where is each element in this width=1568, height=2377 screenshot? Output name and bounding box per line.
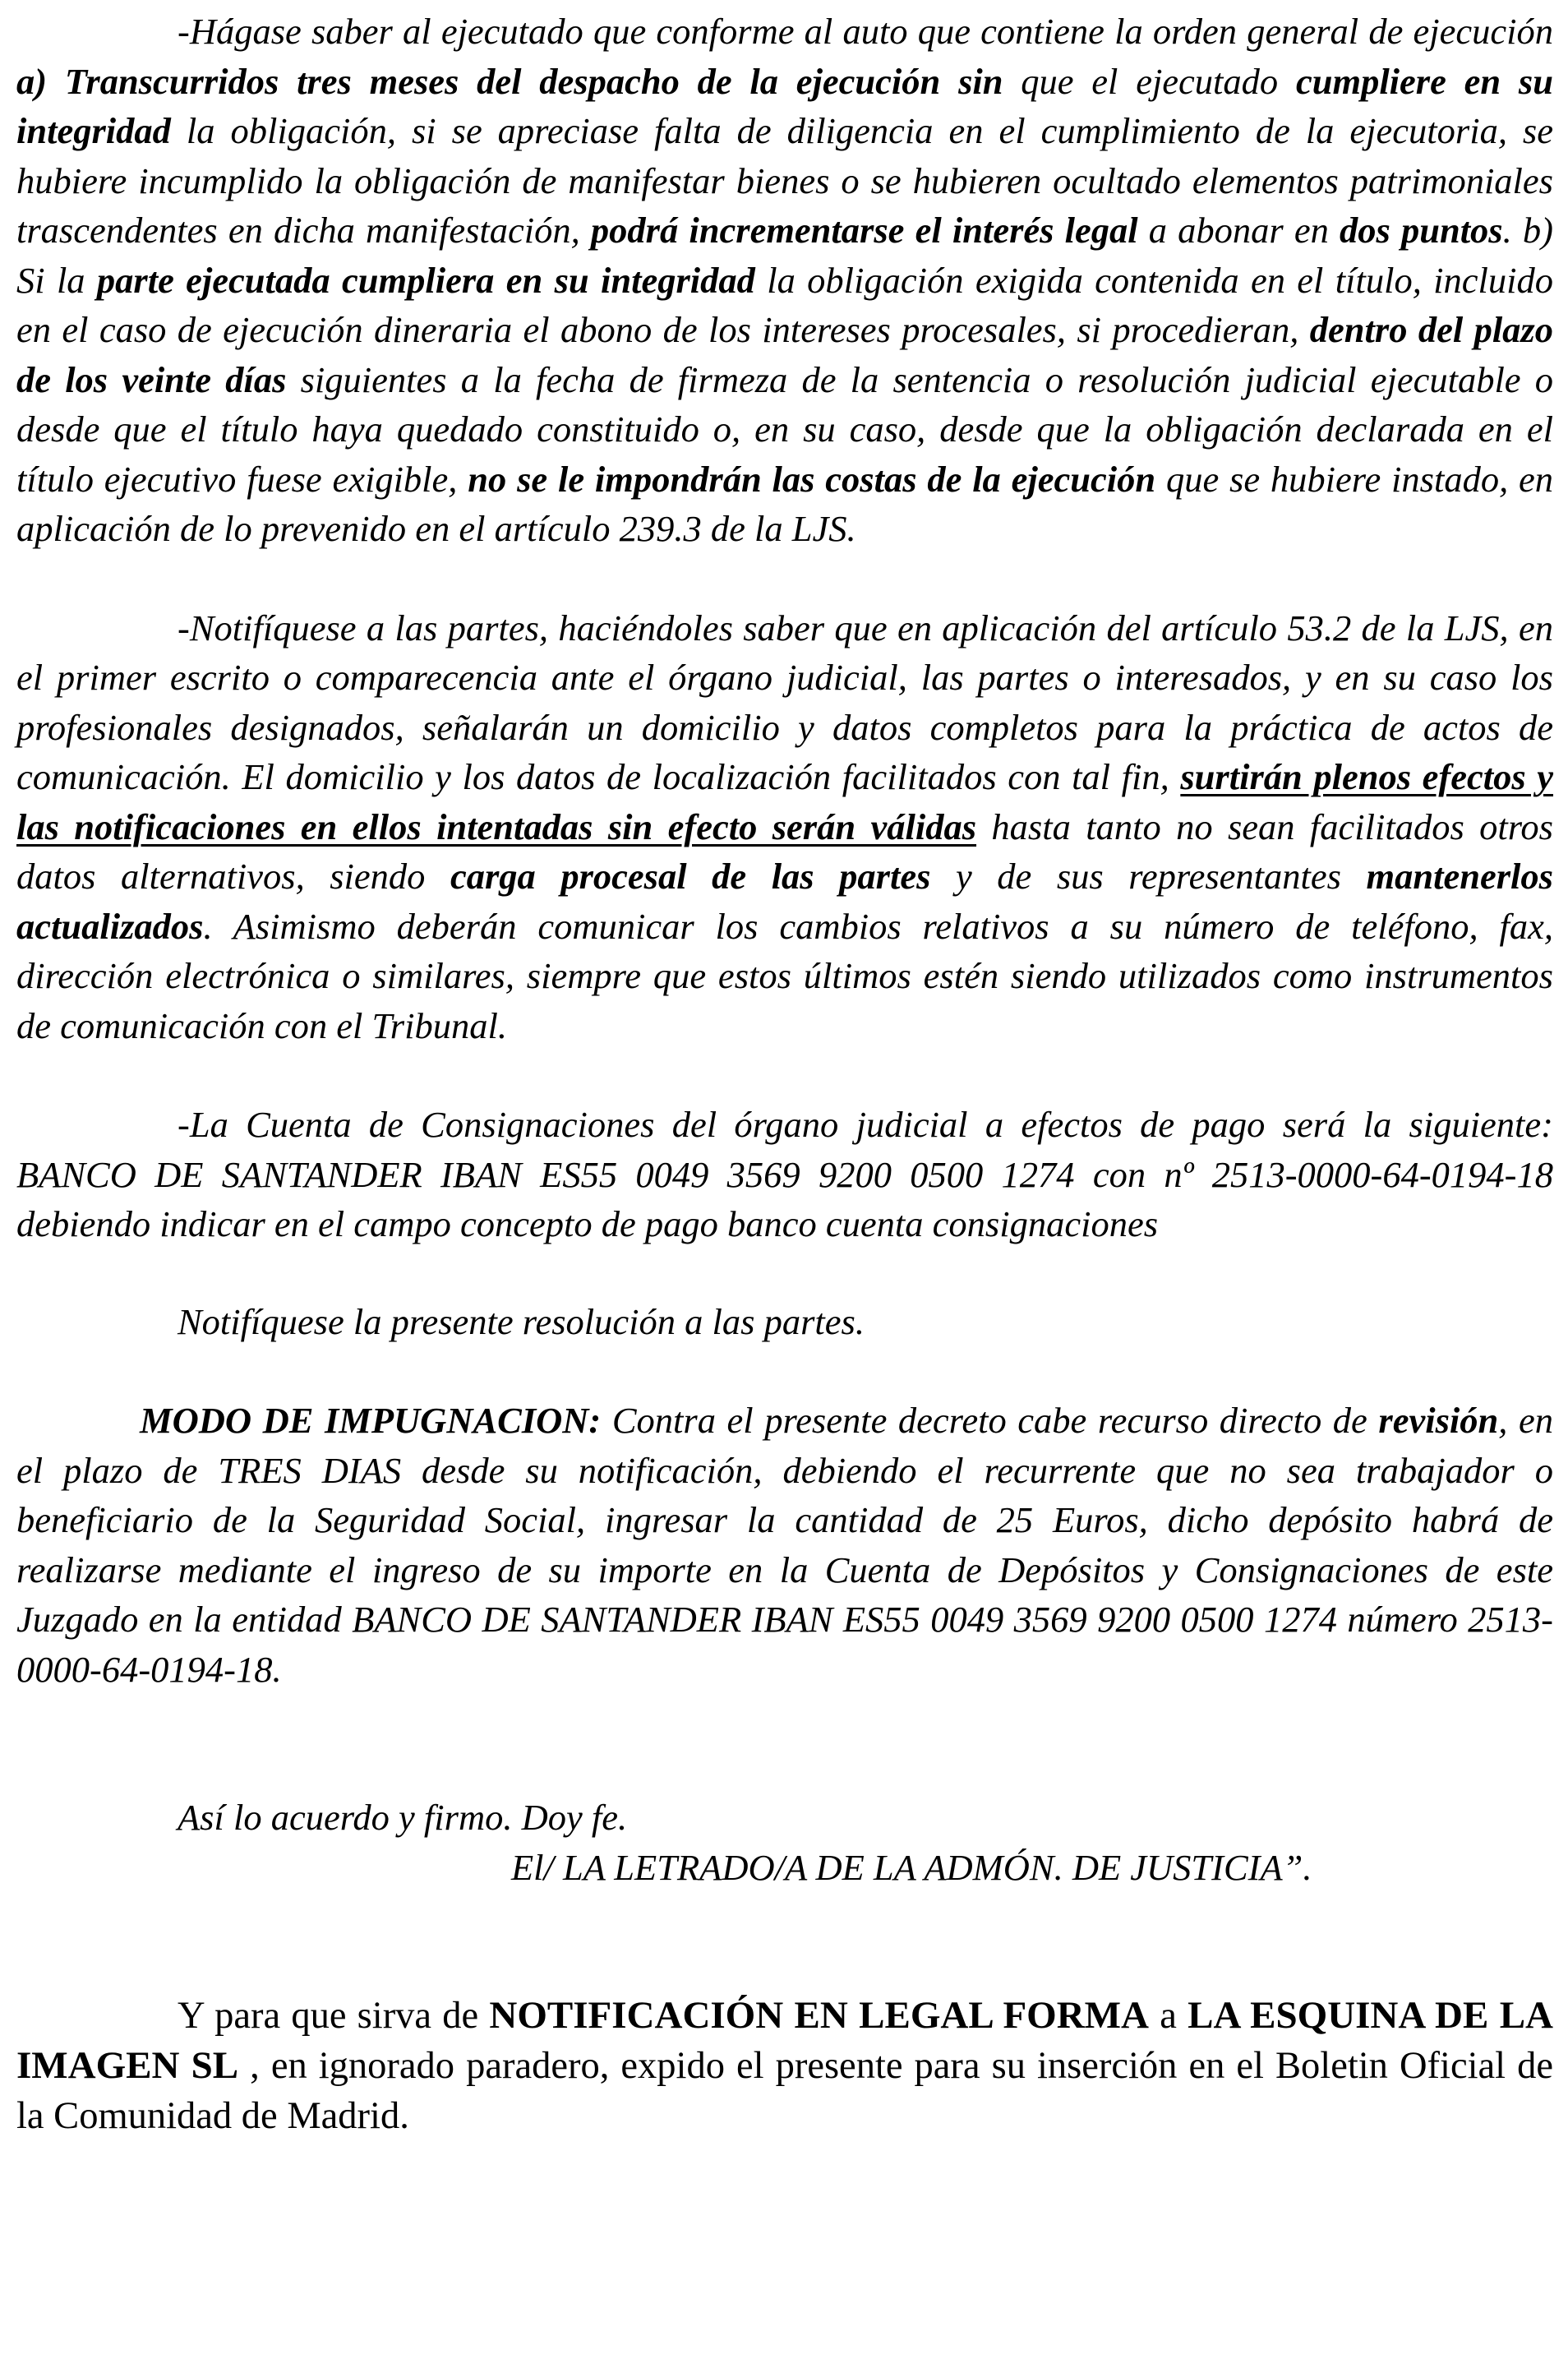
paragraph-bank-account: -La Cuenta de Consignaciones del órgano judicial a efectos de pago será la siguiente: BANCO DE SANTANDER IBAN ES55 0049 3569 9200 0500 1274 con nº 2513-0000-64-0194-18 debiendo indicar en el campo concepto de pago banco cuenta consignaciones: [16, 1104, 1553, 1244]
paragraph-notify-parties: Notifíquese la presente resolución a las partes.: [178, 1300, 865, 1342]
paragraph-agreement: Así lo acuerdo y firmo. Doy fe.: [178, 1797, 628, 1838]
paragraph-appeal-method: MODO DE IMPUGNACION: Contra el presente decreto cabe recurso directo de revisión, en el plazo de TRES DIAS desde su notificación, debiendo el recurrente que no sea trabajador o beneficiario de la Seguridad Social, ingresar la cantidad de 25 Euros, dicho depósito habrá de realizarse mediante el ingreso de su importe en la Cuenta de Depósitos y Consignaciones de este Juzgado en la entidad BANCO DE SANTANDER IBAN ES55 0049 3569 9200 0500 1274 número 2513-0000-64-0194-18.: [16, 1400, 1553, 1690]
paragraph-final-notification: Y para que sirva de NOTIFICACIÓN EN LEGAL FORMA a LA ESQUINA DE LA IMAGEN SL , en ignorado paradero, expido el presente para su inserción en el Boletin Oficial de la Comunidad de Madrid.: [16, 1994, 1553, 2137]
paragraph-execution-notice: -Hágase saber al ejecutado que conforme al auto que contiene la orden general de ejecución a) Transcurridos tres meses del despacho de la ejecución sin que el ejecutado cumpliere en su integridad la obligación, si se apreciase falta de diligencia en el cumplimiento de la ejecutoria, se hubiere incumplido la obligación de manifestar bienes o se hubieren ocultado elementos patrimoniales trascendentes en dicha manifestación, podrá incrementarse el interés legal a abonar en dos puntos. b) Si la parte ejecutada cumpliera en su integridad la obligación exigida contenida en el título, incluido en el caso de ejecución dineraria el abono de los intereses procesales, si procedieran, dentro del plazo de los veinte días siguientes a la fecha de firmeza de la sentencia o resolución judicial ejecutable o desde que el título haya quedado constituido o, en su caso, desde que la obligación declarada en el título ejecutivo fuese exigible, no se le impondrán las costas de la ejecución que se hubiere instado, en aplicación de lo prevenido en el artículo 239.3 de la LJS.: [16, 11, 1554, 549]
signature-line: El/ LA LETRADO/A DE LA ADMÓN. DE JUSTICIA”.: [511, 1846, 1312, 1888]
paragraph-notification-address: -Notifíquese a las partes, haciéndoles saber que en aplicación del artículo 53.2 de la LJS, en el primer escrito o comparecencia ante el órgano judicial, las partes o interesados, y en su caso los profesionales designados, señalarán un domicilio y datos completos para la práctica de actos de comunicación. El domicilio y los datos de localización facilitados con tal fin, surtirán plenos efectos y las notificaciones en ellos intentadas sin efecto serán válidas hasta tanto no sean facilitados otros datos alternativos, siendo carga procesal de las partes y de sus representantes mantenerlos actualizados. Asimismo deberán comunicar los cambios relativos a su número de teléfono, fax, dirección electrónica o similares, siempre que estos últimos estén siendo utilizados como instrumentos de comunicación con el Tribunal.: [16, 607, 1553, 1046]
